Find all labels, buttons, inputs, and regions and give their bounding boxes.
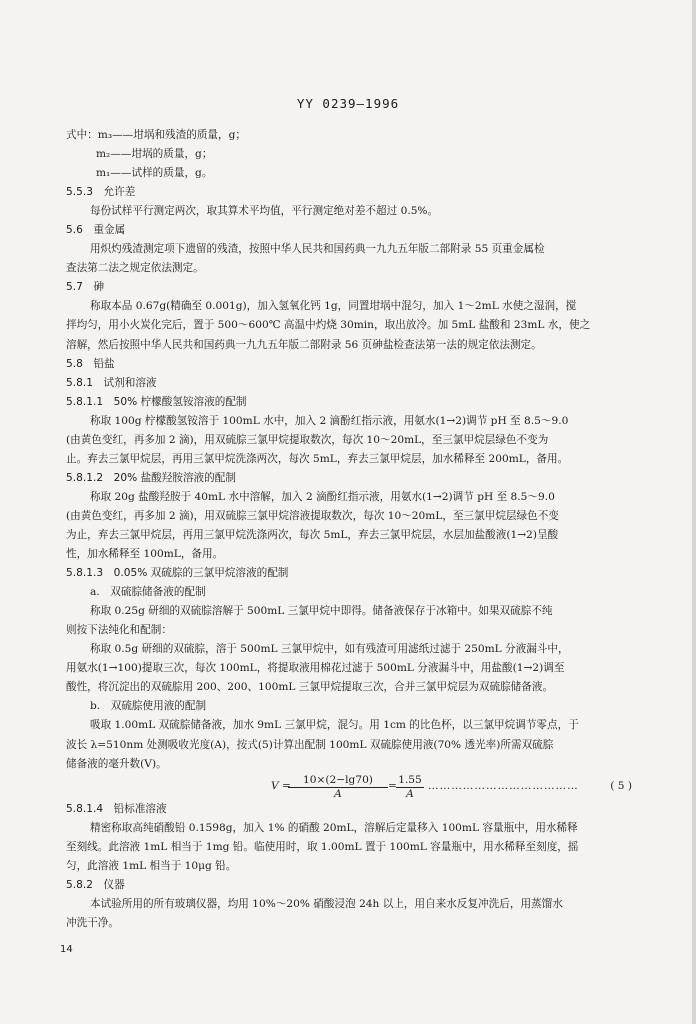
text-line: 每份试样平行测定两次，取其算术平均值，平行测定绝对差不超过 0.5%。 — [90, 205, 439, 218]
text-line: 储备液的毫升数(V)。 — [66, 757, 167, 770]
equals-sign: = — [282, 779, 291, 792]
text-line: (由黄色变红，再多加 2 滴)，用双硫腙三氯甲烷提取数次，每次 10～20mL，至三氯甲烷层绿色不变为 — [66, 433, 549, 446]
text-line: 性，加水稀释至 100mL，备用。 — [66, 548, 224, 561]
text-line: 酸性，将沉淀出的双硫腙用 200、200、100mL 三氯甲烷提取三次，合并三氯甲烷层为双硫腙储备液。 — [66, 681, 554, 694]
section-heading: 5.7 砷 — [66, 281, 105, 294]
equation-number: ( 5 ) — [610, 779, 632, 792]
section-heading: 5.8.1.4 铅标准溶液 — [66, 802, 167, 815]
section-heading: 5.8 铅盐 — [66, 357, 115, 370]
text-line: 匀，此溶液 1mL 相当于 10μg 铅。 — [66, 859, 237, 872]
section-heading: 5.8.2 仪器 — [66, 878, 125, 891]
text-line: 拌均匀，用小火炭化完后，置于 500～600℃ 高温中灼烧 30min，取出放冷。加 5mL 盐酸和 23mL 水，使之 — [66, 319, 591, 332]
equals-sign: = — [388, 779, 397, 792]
text-line: m₂——坩埚的质量，g； — [96, 148, 213, 161]
text-line: 用炽灼残渣测定项下遗留的残渣，按照中华人民共和国药典一九九五年版二部附录 55 页重金属检 — [90, 243, 545, 256]
text-line: 精密称取高纯硝酸铅 0.1598g，加入 1% 的硝酸 20mL，溶解后定量移入 100mL 容量瓶中，用水稀释 — [90, 821, 578, 834]
section-heading: 5.8.1.1 50% 柠檬酸氢铵溶液的配制 — [66, 395, 247, 408]
text-line: 为止，弃去三氯甲烷层，再用三氯甲烷洗涤两次，每次 5mL，弃去三氯甲烷层，水层加盐酸液(1→2)呈酸 — [66, 528, 559, 541]
section-heading: 5.6 重金属 — [66, 224, 126, 237]
formula-5 — [66, 774, 632, 800]
text-line: 称取本品 0.67g(精确至 0.001g)，加入氢氧化钙 1g，同置坩埚中混匀，加入 1～2mL 水使之湿润，搅 — [90, 300, 577, 313]
text-line: 止。弃去三氯甲烷层，再用三氯甲烷洗涤两次，每次 5mL，弃去三氯甲烷层，加水稀释至 200mL，备用。 — [66, 452, 569, 465]
fraction-2-numerator: 1.55 — [396, 774, 424, 788]
text-line: (由黄色变红，再多加 2 滴)，用双硫腙三氯甲烷溶液提取数次，每次 10～20mL，至三氯甲烷层绿色不变 — [66, 509, 559, 522]
section-heading: 5.5.3 允许差 — [66, 186, 136, 199]
section-heading: 5.8.1.3 0.05% 双硫腙的三氯甲烷溶液的配制 — [66, 567, 289, 580]
text-line: b. 双硫腙使用液的配制 — [90, 700, 207, 713]
fraction-1-denominator: A — [334, 787, 342, 800]
scan-edge — [692, 0, 696, 1024]
text-line: 至刻线。此溶液 1mL 相当于 1mg 铅。临使用时，取 1.00mL 置于 100mL 容量瓶中，用水稀释至刻度，摇 — [66, 840, 579, 853]
section-heading: 5.8.1 试剂和溶液 — [66, 376, 157, 389]
formula-lhs: V — [271, 779, 279, 792]
text-line: 称取 20g 盐酸羟胺于 40mL 水中溶解，加入 2 滴酚红指示液，用氨水(1→2)调节 pH 至 8.5～9.0 — [90, 490, 555, 503]
formula-leader-dots: ………………………………… — [428, 779, 579, 792]
text-line: a. 双硫腙储备液的配制 — [90, 586, 206, 599]
text-line: 称取 0.5g 研细的双硫腙，溶于 500mL 三氯甲烷中，如有残渣可用滤纸过滤于 250mL 分液漏斗中， — [90, 643, 569, 656]
fraction-1 — [288, 774, 388, 801]
text-block-2 — [66, 800, 632, 933]
text-block-1 — [66, 126, 632, 774]
fraction-2 — [396, 774, 424, 801]
standard-number-header: YY 0239—1996 — [296, 96, 400, 111]
section-heading: 5.8.1.2 20% 盐酸羟胺溶液的配制 — [66, 471, 236, 484]
text-line: 式中：m₃——坩埚和残渣的质量，g； — [66, 129, 246, 141]
text-line: m₁——试样的质量，g。 — [96, 167, 213, 180]
text-line: 波长 λ=510nm 处测吸收光度(A)，按式(5)计算出配制 100mL 双硫腙使用液(70% 透光率)所需双硫腙 — [66, 738, 554, 751]
text-line: 称取 100g 柠檬酸氢铵溶于 100mL 水中，加入 2 滴酚红指示液，用氨水(1→2)调节 pH 至 8.5～9.0 — [90, 414, 569, 427]
text-line: 称取 0.25g 研细的双硫腙溶解于 500mL 三氯甲烷中即得。储备液保存于冰箱中。如果双硫腙不纯 — [90, 605, 553, 618]
text-line: 本试验所用的所有玻璃仪器，均用 10%～20% 硝酸浸泡 24h 以上，用自来水反复冲洗后，用蒸馏水 — [90, 897, 563, 910]
text-line: 吸取 1.00mL 双硫腙储备液，加水 9mL 三氯甲烷，混匀。用 1cm 的比色杯，以三氯甲烷调节零点，于 — [90, 719, 579, 732]
text-line: 查法第二法之规定依法测定。 — [66, 262, 204, 275]
text-line: 则按下法纯化和配制： — [66, 624, 172, 637]
text-line: 冲洗干净。 — [66, 916, 119, 929]
text-line: 用氨水(1→100)提取三次，每次 100mL，将提取液用棉花过滤于 500mL 分液漏斗中，用盐酸(1→2)调至 — [66, 662, 565, 675]
text-line: 溶解，然后按照中华人民共和国药典一九九五年版二部附录 56 页砷盐检查法第一法的规定依法测定。 — [66, 338, 542, 351]
document-body — [66, 126, 632, 933]
fraction-1-numerator: 10×(2−lg70) — [288, 774, 388, 788]
page-number: 14 — [60, 944, 73, 955]
fraction-2-denominator: A — [406, 787, 414, 800]
